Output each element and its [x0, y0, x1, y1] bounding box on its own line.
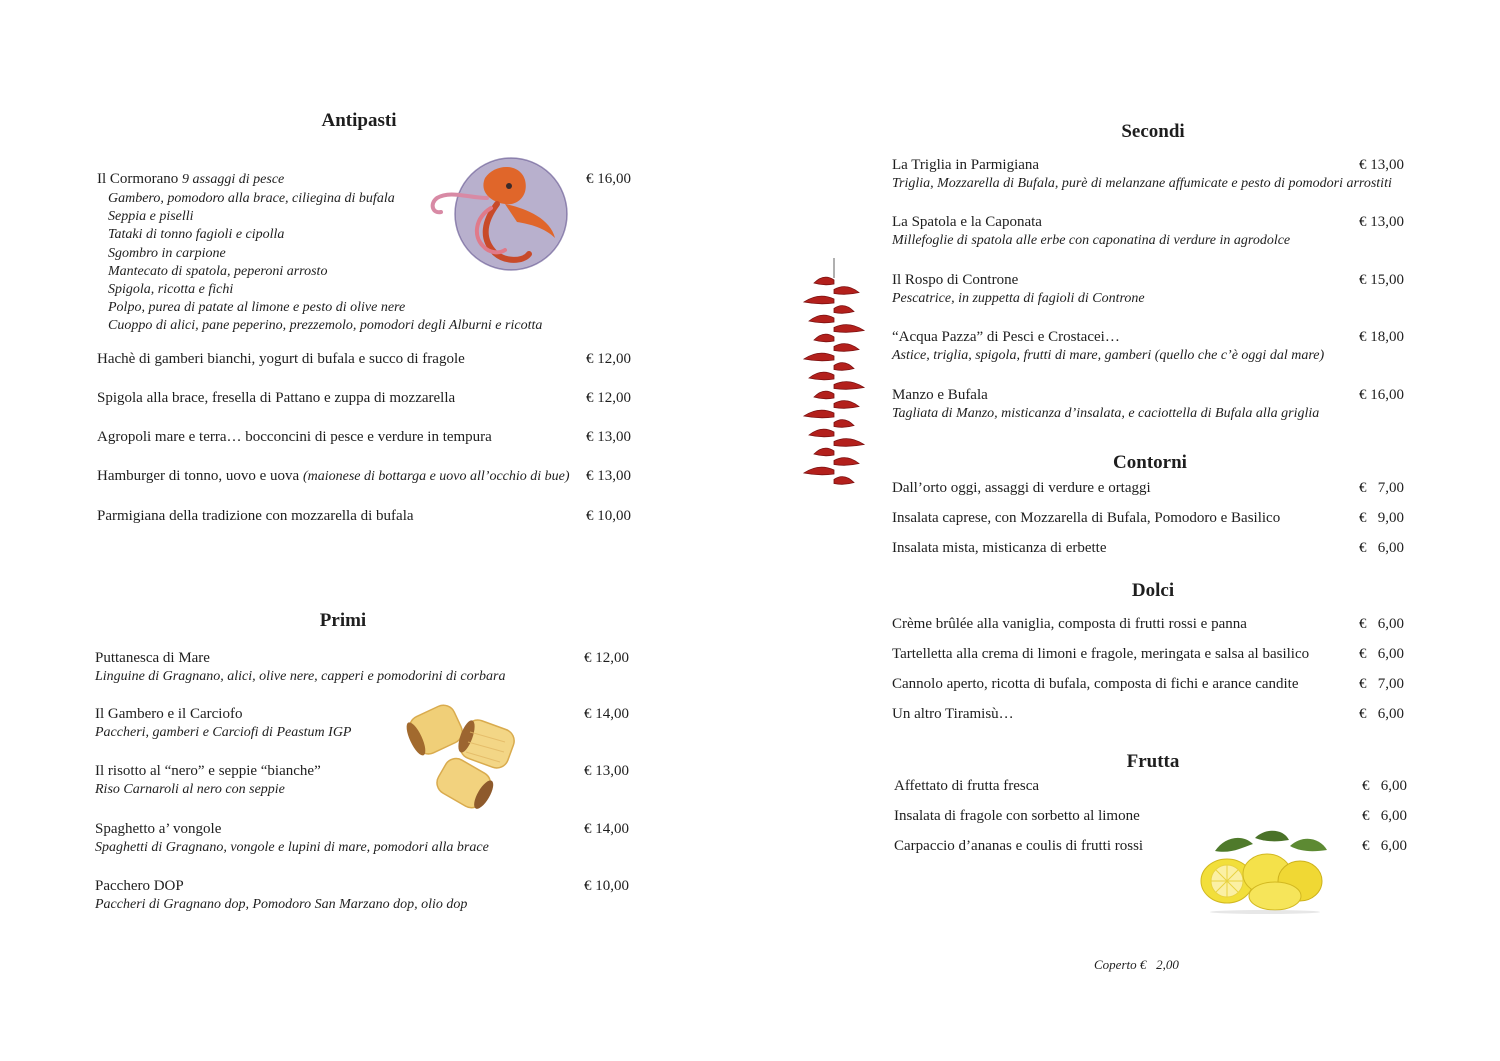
primi-heading: Primi: [319, 610, 367, 631]
chili-pepper: [804, 467, 834, 475]
antipasti-dish-2-name: Spigola alla brace, fresella di Pattano e zuppa di mozzarella: [97, 390, 456, 406]
chili-pepper-string-illustration: [792, 258, 882, 498]
primi-dish-5-name: Pacchero DOP: [95, 878, 184, 894]
secondi-dish-2-name: La Spatola e la Caponata: [892, 214, 1042, 230]
contorni-dish-1-price: € 7,00: [1359, 480, 1404, 496]
chili-pepper: [834, 287, 859, 295]
primi-dish-2-desc: Paccheri, gamberi e Carciofi di Peastum IGP: [95, 725, 352, 740]
chili-pepper: [834, 439, 864, 447]
chili-pepper: [804, 410, 834, 418]
coperto-cover-charge: Coperto € 2,00: [1094, 957, 1179, 972]
chili-pepper: [809, 372, 834, 380]
antipasti-dish-4-name: [97, 468, 570, 485]
frutta-dish-1-name: Affettato di frutta fresca: [894, 778, 1040, 794]
frutta-dish-3-price: € 6,00: [1362, 838, 1407, 854]
primi-dish-2-name: Il Gambero e il Carciofo: [95, 706, 243, 722]
frutta-dish-1-price: € 6,00: [1362, 778, 1407, 794]
primi-dish-3-desc: Riso Carnaroli al nero con seppie: [95, 782, 285, 797]
list-item: Cuoppo di alici, pane peperino, prezzemolo, pomodori degli Alburni e ricotta: [108, 318, 543, 334]
dolci-dish-4-price: € 6,00: [1359, 706, 1404, 722]
dolci-dish-2-price: € 6,00: [1359, 646, 1404, 662]
list-item: Seppia e piselli: [108, 209, 194, 225]
dolci-dish-1-name: Crème brûlée alla vaniglia, composta di frutti rossi e panna: [892, 616, 1247, 632]
dolci-dish-3-price: € 7,00: [1359, 676, 1404, 692]
secondi-dish-4-price: € 18,00: [1359, 329, 1404, 345]
secondi-dish-4-desc: Astice, triglia, spigola, frutti di mare, gamberi (quello che c’è oggi dal mare): [892, 348, 1325, 363]
primi-dish-4-name: Spaghetto a’ vongole: [95, 821, 222, 837]
chili-pepper: [834, 477, 854, 485]
lemons-illustration: [1195, 826, 1330, 914]
primi-dish-5-desc: Paccheri di Gragnano dop, Pomodoro San Marzano dop, olio dop: [95, 897, 468, 912]
list-item: Mantecato di spatola, peperoni arrosto: [108, 263, 328, 279]
primi-dish-2-price: € 14,00: [584, 706, 629, 722]
antipasti-dish-1-name: Hachè di gamberi bianchi, yogurt di bufala e succo di fragole: [97, 351, 465, 367]
contorni-dish-3-name: Insalata mista, misticanza di erbette: [892, 540, 1107, 556]
secondi-dish-1-desc: Triglia, Mozzarella di Bufala, purè di melanzane affumicate e pesto di pomodori arrostiti: [892, 176, 1392, 191]
contorni-dish-2-name: Insalata caprese, con Mozzarella di Bufala, Pomodoro e Basilico: [892, 510, 1281, 526]
antipasti-dish-3-price: € 13,00: [586, 429, 631, 445]
dolci-heading: Dolci: [1131, 580, 1175, 601]
antipasti-heading: Antipasti: [321, 110, 397, 131]
contorni-dish-1-name: Dall’orto oggi, assaggi di verdure e ortaggi: [892, 480, 1151, 496]
list-item: Polpo, purea di patate al limone e pesto di olive nere: [108, 300, 406, 316]
primi-dish-3-price: € 13,00: [584, 763, 629, 779]
cormorano-label: Il Cormorano: [97, 171, 179, 187]
chili-pepper: [834, 306, 854, 314]
antipasti-dish-5-name: Parmigiana della tradizione con mozzarella di bufala: [97, 508, 414, 524]
chili-pepper: [804, 296, 834, 304]
secondi-dish-4-name: “Acqua Pazza” di Pesci e Crostacei…: [892, 329, 1120, 345]
primi-dish-1-desc: Linguine di Gragnano, alici, olive nere, capperi e pomodorini di corbara: [95, 669, 506, 684]
chili-pepper: [814, 277, 834, 285]
secondi-dish-2-price: € 13,00: [1359, 214, 1404, 230]
secondi-dish-3-price: € 15,00: [1359, 272, 1404, 288]
secondi-dish-5-name: Manzo e Bufala: [892, 387, 988, 403]
contorni-heading: Contorni: [1113, 452, 1187, 473]
primi-dish-4-price: € 14,00: [584, 821, 629, 837]
hamburger-label: Hamburger di tonno, uovo e uova: [97, 468, 300, 484]
antipasti-dish-3-name: Agropoli mare e terra… bocconcini di pesce e verdure in tempura: [97, 429, 492, 445]
primi-dish-4-desc: Spaghetti di Gragnano, vongole e lupini di mare, pomodori alla brace: [95, 840, 489, 855]
frutta-dish-3-name: Carpaccio d’ananas e coulis di frutti rossi: [894, 838, 1144, 854]
chili-pepper: [809, 315, 834, 323]
chili-pepper: [814, 391, 834, 399]
secondi-dish-5-desc: Tagliata di Manzo, misticanza d’insalata, e caciottella di Bufala alla griglia: [892, 406, 1320, 421]
dolci-dish-4-name: Un altro Tiramisù…: [892, 706, 1014, 722]
secondi-dish-2-desc: Millefoglie di spatola alle erbe con caponatina di verdure in agrodolce: [892, 233, 1291, 248]
antipasti-dish-1-price: € 12,00: [586, 351, 631, 367]
chili-pepper: [834, 420, 854, 428]
list-item: Spigola, ricotta e fichi: [108, 282, 234, 298]
primi-dish-1-price: € 12,00: [584, 650, 629, 666]
primi-dish-5-price: € 10,00: [584, 878, 629, 894]
paccheri-pasta-illustration: [400, 700, 525, 808]
dolci-dish-2-name: Tartelletta alla crema di limoni e fragole, meringata e salsa al basilico: [892, 646, 1310, 662]
cormorano-name: [97, 171, 284, 188]
chili-pepper: [814, 334, 834, 342]
chili-pepper: [804, 353, 834, 361]
contorni-dish-3-price: € 6,00: [1359, 540, 1404, 556]
octopus-illustration: [425, 158, 570, 273]
primi-dish-1-name: Puttanesca di Mare: [95, 650, 210, 666]
contorni-dish-2-price: € 9,00: [1359, 510, 1404, 526]
frutta-dish-2-name: Insalata di fragole con sorbetto al limone: [894, 808, 1140, 824]
chili-pepper: [834, 344, 859, 352]
list-item: Gambero, pomodoro alla brace, ciliegina di bufala: [108, 191, 395, 206]
secondi-dish-3-name: Il Rospo di Controne: [892, 272, 1019, 288]
secondi-dish-1-name: La Triglia in Parmigiana: [892, 157, 1040, 173]
antipasti-dish-5-price: € 10,00: [586, 508, 631, 524]
cormorano-price: € 16,00: [586, 171, 631, 187]
frutta-heading: Frutta: [1126, 751, 1180, 772]
chili-pepper: [834, 363, 854, 371]
list-item: Sgombro in carpione: [108, 245, 226, 261]
chili-pepper: [834, 401, 859, 409]
chili-pepper: [834, 382, 864, 390]
chili-pepper: [834, 325, 864, 333]
hamburger-note: (maionese di bottarga e uovo all’occhio di bue): [302, 469, 570, 484]
secondi-dish-3-desc: Pescatrice, in zuppetta di fagioli di Controne: [892, 291, 1145, 306]
chili-pepper: [814, 448, 834, 456]
dolci-dish-1-price: € 6,00: [1359, 616, 1404, 632]
dolci-dish-3-name: Cannolo aperto, ricotta di bufala, composta di fichi e arance candite: [892, 676, 1299, 692]
antipasti-dish-2-price: € 12,00: [586, 390, 631, 406]
secondi-dish-5-price: € 16,00: [1359, 387, 1404, 403]
chili-pepper: [809, 429, 834, 437]
secondi-dish-1-price: € 13,00: [1359, 157, 1404, 173]
secondi-heading: Secondi: [1121, 121, 1185, 142]
frutta-dish-2-price: € 6,00: [1362, 808, 1407, 824]
primi-dish-3-name: Il risotto al “nero” e seppie “bianche”: [95, 763, 321, 779]
antipasti-dish-4-price: € 13,00: [586, 468, 631, 484]
chili-pepper: [834, 458, 859, 466]
list-item: Tataki di tonno fagioli e cipolla: [108, 227, 285, 243]
cormorano-note: 9 assaggi di pesce: [181, 172, 285, 187]
